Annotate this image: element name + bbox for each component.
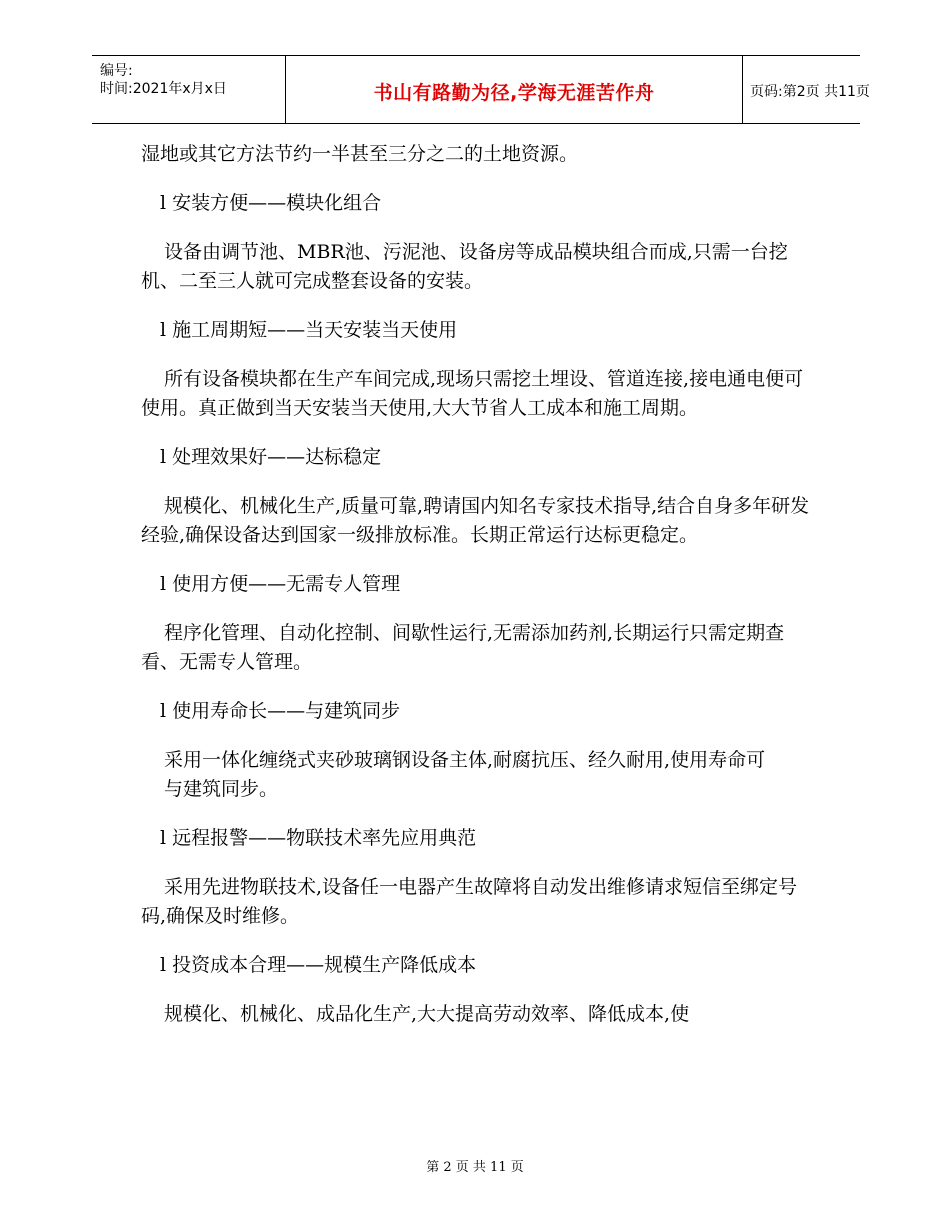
header-page-info: 页码:第2页 共11页 bbox=[750, 84, 870, 100]
page-header bbox=[92, 55, 870, 124]
header-motto: 书山有路勤为径,学海无涯苦作舟 bbox=[373, 82, 655, 104]
section-paragraph: 采用一体化缠绕式夹砂玻璃钢设备主体,耐腐抗压、经久耐用,使用寿命可 bbox=[164, 749, 766, 771]
document-body bbox=[141, 140, 811, 1029]
section-paragraph-continued: 与建筑同步。 bbox=[164, 778, 279, 800]
section-paragraph: 采用先进物联技术,设备任一电器产生故障将自动发出维修请求短信至绑定号码,确保及时维修。 bbox=[141, 876, 798, 927]
section-paragraph: 规模化、机械化生产,质量可靠,聘请国内知名专家技术指导,结合自身多年研发经验,确保设备达到国家一级排放标准。长期正常运行达标更稳定。 bbox=[141, 495, 810, 546]
section-title: l 施工周期短——当天安装当天使用 bbox=[160, 319, 458, 341]
section-paragraph: 设备由调节池、MBR池、污泥池、设备房等成品模块组合而成,只需一台挖机、二至三人就可完成整套设备的安装。 bbox=[141, 241, 788, 292]
section-paragraph: 所有设备模块都在生产车间完成,现场只需挖土埋设、管道连接,接电通电便可使用。真正做到当天安装当天使用,大大节省人工成本和施工周期。 bbox=[141, 368, 804, 419]
section-title: l 安装方便——模块化组合 bbox=[160, 192, 382, 214]
section-title: l 远程报警——物联技术率先应用典范 bbox=[160, 827, 477, 849]
header-page-cell bbox=[742, 56, 870, 123]
time-label: 时间:2021年x月x日 bbox=[100, 81, 227, 97]
intro-paragraph: 湿地或其它方法节约一半甚至三分之二的土地资源。 bbox=[141, 143, 579, 165]
page-footer: 第 2 页 共 11 页 bbox=[426, 1160, 524, 1175]
section-paragraph: 程序化管理、自动化控制、间歇性运行,无需添加药剂,长期运行只需定期查看、无需专人管理。 bbox=[141, 622, 785, 673]
section-paragraph: 规模化、机械化、成品化生产,大大提高劳动效率、降低成本,使 bbox=[164, 1003, 690, 1025]
section-title: l 投资成本合理——规模生产降低成本 bbox=[160, 954, 477, 976]
header-motto-cell bbox=[285, 56, 743, 123]
section-title: l 使用方便——无需专人管理 bbox=[160, 573, 401, 595]
section-title: l 处理效果好——达标稳定 bbox=[160, 446, 382, 468]
serial-label: 编号: bbox=[100, 63, 133, 79]
header-meta-cell bbox=[92, 56, 285, 123]
section-title: l 使用寿命长——与建筑同步 bbox=[160, 700, 401, 722]
